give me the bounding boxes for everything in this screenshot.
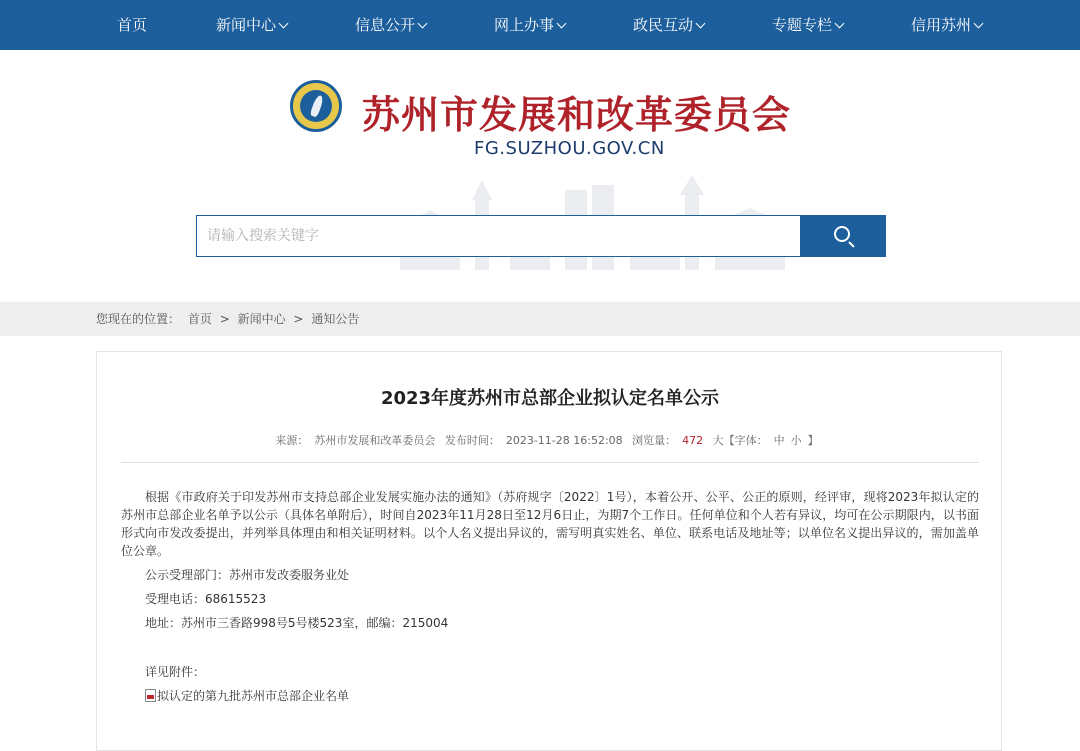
top-nav	[0, 0, 1080, 50]
site-logo[interactable]	[290, 80, 342, 132]
feather-icon	[309, 94, 324, 117]
nav-label: 首页	[117, 16, 148, 34]
breadcrumb-bar	[0, 302, 1080, 336]
divider	[121, 462, 979, 463]
search-box	[196, 215, 886, 257]
site-domain: FG.SUZHOU.GOV.CN	[474, 138, 665, 159]
breadcrumb	[96, 302, 363, 336]
article-body: 根据《市政府关于印发苏州市支持总部企业发展实施办法的通知》（苏府规字〔2022〕1号），本着公开、公平、公正的原则，经评审，现将2023年拟认定的苏州市总部企业名单予以公示（具体名单附后），时间自2023年11月28日至12月6日止，为期7个工作日。任何单位和个人若有异议，均可在公示期限内，以书面形式向市发改委提出，并列举具体理由和相关证明材料。以个人名义提出异议的，需写明真实姓名、单位、联系电话及地址等；以单位名义提出异议的，需加盖单位公章。	[121, 490, 979, 558]
breadcrumb-notices[interactable]: 通知公告	[311, 312, 360, 326]
nav-item-topics[interactable]	[772, 0, 843, 50]
nav-label: 政民互动	[633, 16, 694, 34]
chevron-down-icon	[418, 19, 428, 29]
attachment-label: 详见附件：	[145, 665, 206, 679]
chevron-down-icon	[279, 19, 289, 29]
meta-time: 2023-11-28 16:52:08	[505, 434, 623, 447]
nav-item-home[interactable]	[117, 0, 147, 50]
font-size-medium[interactable]: 中	[773, 434, 785, 447]
font-size-large[interactable]: 大【字体：	[712, 434, 768, 447]
font-size-small[interactable]: 小	[790, 434, 802, 447]
search-icon	[834, 226, 850, 242]
meta-hits-label: 浏览量：	[632, 434, 677, 447]
nav-item-services[interactable]	[494, 0, 565, 50]
pdf-file-icon	[145, 689, 156, 702]
chevron-down-icon	[696, 19, 706, 29]
meta-time-label: 发布时间：	[444, 434, 500, 447]
article-panel	[96, 351, 1002, 751]
article-title: 2023年度苏州市总部企业拟认定名单公示	[380, 388, 720, 409]
banner	[0, 50, 1080, 302]
breadcrumb-news[interactable]: 新闻中心	[237, 312, 286, 326]
chevron-down-icon	[557, 19, 567, 29]
breadcrumb-separator: >	[293, 312, 304, 326]
breadcrumb-prefix: 您现在的位置：	[96, 312, 181, 326]
nav-item-info[interactable]	[355, 0, 426, 50]
nav-item-interaction[interactable]	[633, 0, 704, 50]
breadcrumb-home[interactable]: 首页	[187, 312, 212, 326]
meta-hits: 472	[682, 434, 704, 447]
font-bracket-end: 】	[807, 434, 819, 447]
nav-item-news[interactable]	[216, 0, 287, 50]
meta-source-label: 来源：	[275, 434, 309, 447]
nav-item-credit[interactable]	[911, 0, 982, 50]
nav-label: 信息公开	[355, 16, 416, 34]
attachment-link[interactable]	[145, 687, 349, 704]
receiving-dept: 公示受理部门：苏州市发改委服务业处	[145, 568, 350, 582]
article-meta	[97, 432, 1003, 448]
attachment-title: 拟认定的第九批苏州市总部企业名单	[157, 689, 350, 703]
contact-phone: 受理电话：68615523	[145, 592, 267, 606]
logo-emblem	[300, 90, 332, 122]
meta-source: 苏州市发展和改革委员会	[314, 434, 436, 447]
search-button[interactable]	[800, 215, 886, 257]
breadcrumb-separator: >	[219, 312, 230, 326]
nav-label: 专题专栏	[772, 16, 833, 34]
chevron-down-icon	[974, 19, 984, 29]
nav-label: 信用苏州	[911, 16, 972, 34]
site-name: 苏州市发展和改革委员会	[362, 92, 792, 137]
contact-address: 地址：苏州市三香路998号5号楼523室，邮编：215004	[145, 616, 449, 630]
nav-label: 新闻中心	[216, 16, 277, 34]
search-input[interactable]	[196, 215, 801, 257]
nav-label: 网上办事	[494, 16, 555, 34]
chevron-down-icon	[835, 19, 845, 29]
